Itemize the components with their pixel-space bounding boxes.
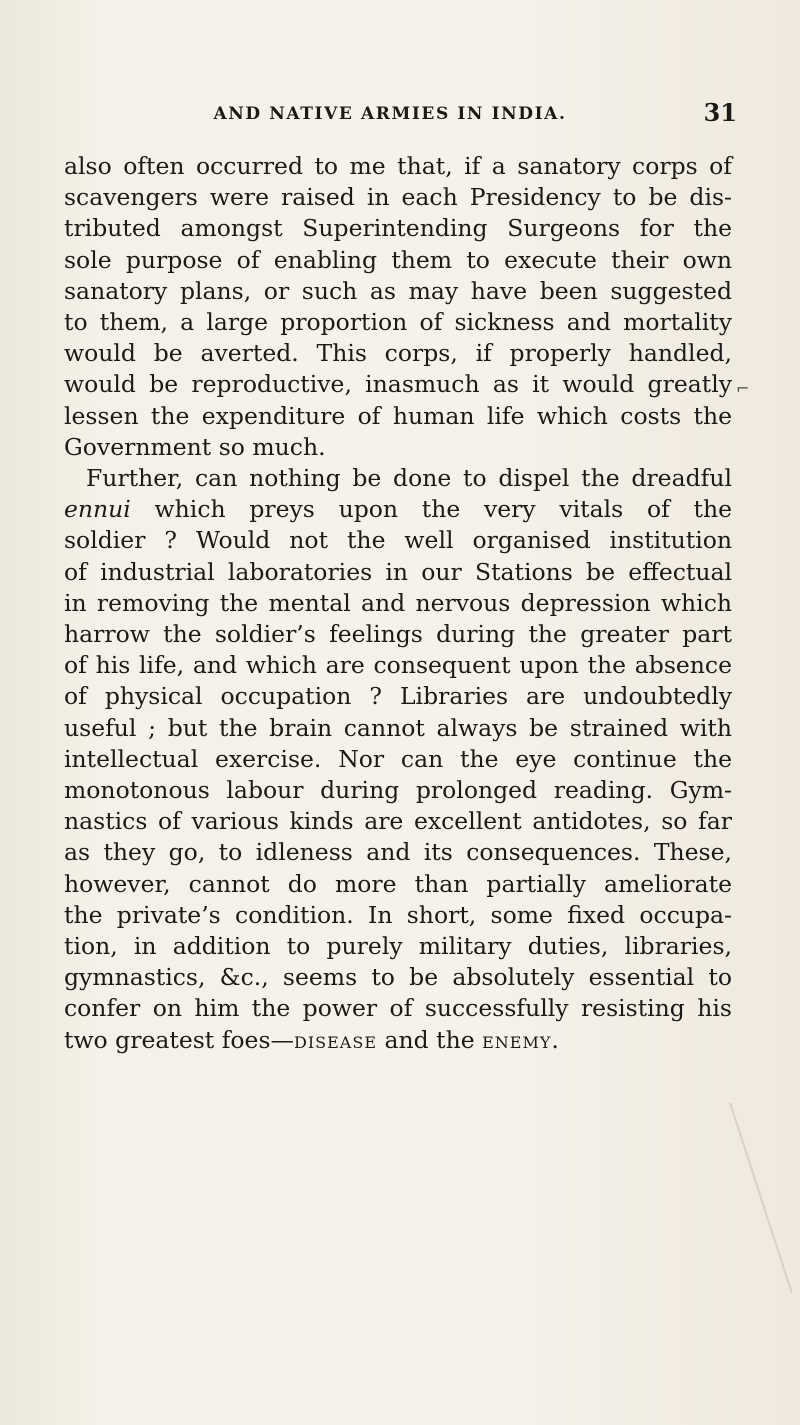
text-line: gymnastics, &c., seems to be absolutely essential to — [64, 963, 732, 992]
text-line: nastics of various kinds are excellent antidotes, so far — [64, 807, 732, 836]
running-title: AND NATIVE ARMIES IN INDIA. — [213, 104, 567, 124]
text-line: in removing the mental and nervous depression which — [64, 588, 732, 617]
text-line-with-italic — [64, 494, 732, 525]
text-segment: two greatest foes— — [64, 1025, 295, 1054]
text-line: the private’s condition. In short, some fixed occupa- — [64, 900, 732, 929]
text-line-with-small-caps — [64, 1025, 732, 1056]
text-segment: and the — [377, 1025, 483, 1054]
text-line: of physical occupation ? Libraries are undoubtedly — [64, 682, 732, 711]
text-line: of industrial laboratories in our Stations be effectual — [64, 557, 732, 586]
text-line: as they go, to idleness and its consequences. These, — [64, 838, 732, 867]
text-line: however, cannot do more than partially ameliorate — [64, 869, 732, 898]
italic-word: ennui — [64, 495, 131, 524]
text-line: useful ; but the brain cannot always be strained with — [64, 713, 732, 742]
text-line: lessen the expenditure of human life which costs the — [64, 401, 732, 430]
text-line: to them, a large proportion of sickness and mortality — [64, 308, 732, 337]
text-line: monotonous labour during prolonged reading. Gym- — [64, 776, 732, 805]
small-caps-word: disease — [294, 1025, 377, 1054]
text-line: of his life, and which are consequent upon the absence — [64, 651, 732, 680]
paper-mark — [729, 1103, 793, 1294]
text-line: confer on him the power of successfully resisting his — [64, 994, 732, 1023]
text-line: tributed amongst Superintending Surgeons for the — [64, 214, 732, 243]
text-line: Further, can nothing be done to dispel the dreadful — [86, 464, 732, 493]
text-line: sanatory plans, or such as may have been suggested — [64, 276, 732, 305]
text-line: Government so much. — [64, 432, 326, 461]
page-number: 31 — [703, 98, 737, 127]
margin-mark: ⌐ — [736, 379, 750, 398]
text-segment: which preys upon the very vitals of the — [130, 495, 732, 524]
text-line: tion, in addition to purely military duties, libraries, — [64, 932, 732, 961]
small-caps-word: enemy. — [482, 1025, 560, 1054]
text-line: soldier ? Would not the well organised institution — [64, 526, 732, 555]
text-line: also often occurred to me that, if a sanatory corps of — [64, 152, 732, 180]
text-line: scavengers were raised in each Presidency to be dis- — [64, 183, 732, 212]
text-line: sole purpose of enabling them to execute their own — [64, 245, 732, 274]
text-line: would be averted. This corps, if properly handled, — [64, 339, 732, 368]
body-text — [64, 151, 732, 1056]
text-line: intellectual exercise. Nor can the eye continue the — [64, 744, 732, 773]
text-line: harrow the soldier’s feelings during the greater part — [64, 620, 732, 649]
text-line: would be reproductive, inasmuch as it would greatly — [64, 370, 732, 399]
